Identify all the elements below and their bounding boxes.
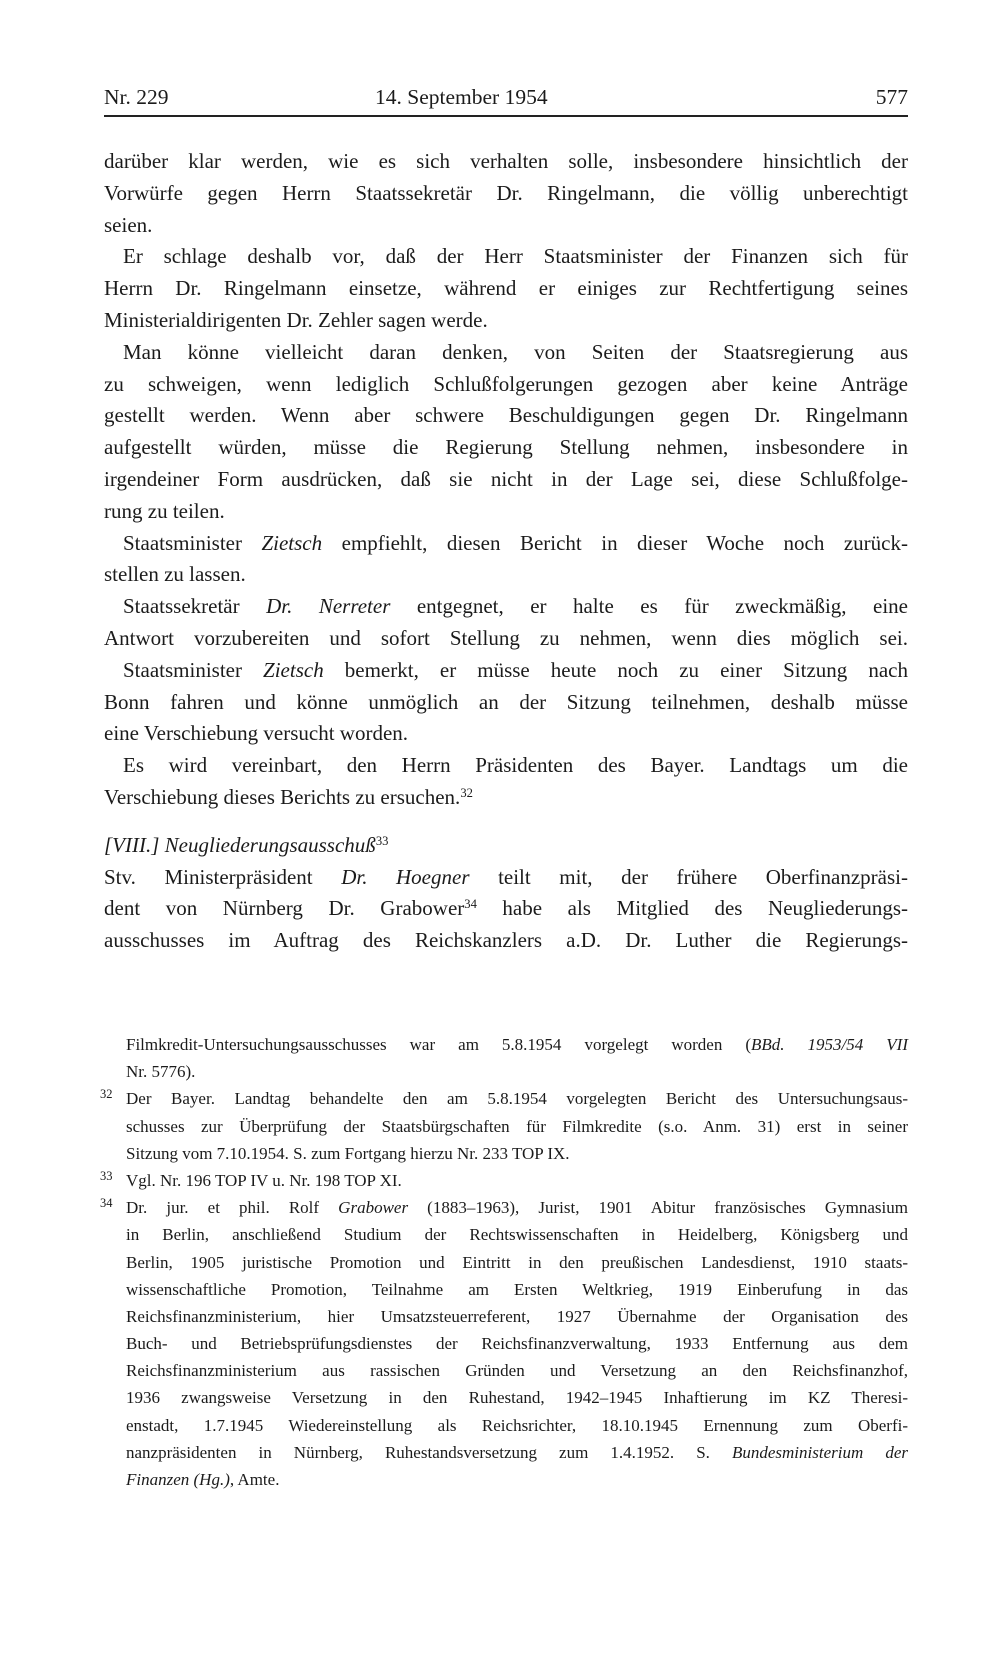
text-line: Man könne vielleicht daran denken, von Seiten der Staatsregierung aus — [123, 339, 908, 364]
text-line: eine Verschiebung versucht worden. — [104, 721, 409, 746]
paragraph-4 — [104, 528, 908, 592]
paragraph-1 — [104, 146, 908, 241]
header-rule — [104, 115, 908, 117]
text-line: zu schweigen, wenn lediglich Schlußfolgerungen gezogen aber keine Anträge — [104, 371, 908, 396]
page-header — [104, 82, 908, 112]
paragraph-2 — [104, 241, 908, 336]
footnote-line: Reichsfinanzministerium aus rassischen Gründen und Versetzung an den Reichsfinanzhof, — [126, 1361, 908, 1381]
footnote-line: Der Bayer. Landtag behandelte den am 5.8.1954 vorgelegten Bericht des Untersuchungsaus- — [126, 1089, 908, 1109]
footnote-line: in Berlin, anschließend Studium der Rechtswissenschaften in Heidelberg, Königsberg und — [126, 1225, 908, 1245]
text-line: Er schlage deshalb vor, daß der Herr Staatsminister der Finanzen sich für — [123, 244, 908, 269]
paragraph-7 — [104, 750, 908, 814]
text-line: Verschiebung dieses Berichts zu ersuchen.$^{32}$ — [104, 784, 473, 809]
footnote-line: wissenschaftliche Promotion, Teilnahme am Ersten Weltkrieg, 1919 Einberufung in das — [126, 1279, 908, 1299]
text-line: Vorwürfe gegen Herrn Staatssekretär Dr. Ringelmann, die völlig unberechtigt — [104, 180, 908, 205]
footnote-line: Buch- und Betriebsprüfungsdienstes der Reichsfinanzverwaltung, 1933 Entfernung aus dem — [126, 1334, 908, 1354]
text-line: Staatsminister Zietsch empfiehlt, diesen Bericht in dieser Woche noch zurück- — [123, 530, 908, 555]
footnote-31-continuation — [104, 1031, 908, 1085]
text-line: gestellt werden. Wenn aber schwere Beschuldigungen gegen Dr. Ringelmann — [104, 403, 908, 428]
text-line: Ministerialdirigenten Dr. Zehler sagen werde. — [104, 307, 488, 332]
footnote-reference: 32 — [460, 786, 473, 801]
text-line: seien. — [104, 212, 153, 237]
paragraph-6 — [104, 655, 908, 750]
footnote-line: Vgl. Nr. 196 TOP IV u. Nr. 198 TOP XI. — [126, 1170, 402, 1190]
footnote-line: Reichsfinanzministerium, hier Umsatzsteuerreferent, 1927 Übernahme der Organisation des — [126, 1306, 908, 1326]
text-line: Stv. Ministerpräsident Dr. Hoegner teilt mit, der frühere Oberfinanzpräsi- — [104, 864, 908, 889]
footnote-number: 34 — [100, 1196, 113, 1211]
footnote-line: Filmkredit-Untersuchungsausschusses war am 5.8.1954 vorgelegt worden (BBd. 1953/54 VII — [126, 1035, 908, 1054]
footnote-number: 32 — [100, 1087, 113, 1102]
text-line: ausschusses im Auftrag des Reichskanzlers a.D. Dr. Luther die Regierungs- — [104, 928, 908, 953]
paragraph-8 — [104, 862, 908, 957]
paragraph-3 — [104, 337, 908, 528]
text-line: dent von Nürnberg Dr. Grabower$^{34}$ habe als Mitglied des Neugliederungs- — [104, 896, 908, 921]
footnote-reference: 34 — [464, 897, 477, 912]
text-line: darüber klar werden, wie es sich verhalten solle, insbesondere hinsichtlich der — [104, 149, 908, 173]
text-line: irgendeiner Form ausdrücken, daß sie nicht in der Lage sei, diese Schlußfolge- — [104, 466, 908, 491]
footnote-line: enstadt, 1.7.1945 Wiedereinstellung als Reichsrichter, 18.10.1945 Ernennung zum Oberfi- — [126, 1415, 908, 1435]
footnote-33 — [100, 1167, 908, 1194]
footnote-line: Sitzung vom 7.10.1954. S. zum Fortgang hierzu Nr. 233 TOP IX. — [126, 1143, 570, 1163]
text-line: stellen zu lassen. — [104, 562, 246, 587]
footnote-line: 1936 zwangsweise Versetzung in den Ruhestand, 1942–1945 Inhaftierung im KZ Theresi- — [126, 1388, 908, 1408]
footnote-line: Berlin, 1905 juristische Promotion und Eintritt in den preußischen Landesdienst, 1910 staats- — [126, 1252, 908, 1272]
footnote-line: nanzpräsidenten in Nürnberg, Ruhestandsversetzung zum 1.4.1952. S. Bundesministerium der — [126, 1442, 908, 1462]
text-line: Staatssekretär Dr. Nerreter entgegnet, er halte es für zweckmäßig, eine — [123, 594, 908, 619]
text-line: aufgestellt würden, müsse die Regierung Stellung nehmen, insbesondere in — [104, 435, 908, 460]
text-line: Staatsminister Zietsch bemerkt, er müsse heute noch zu einer Sitzung nach — [123, 657, 908, 682]
footnote-number: 33 — [100, 1168, 113, 1183]
footnotes — [100, 1031, 908, 1493]
text-line: rung zu teilen. — [104, 498, 225, 523]
text-line: Antwort vorzubereiten und sofort Stellung zu nehmen, wenn dies möglich sei. — [104, 625, 908, 650]
paragraph-5 — [104, 591, 908, 655]
footnote-32 — [100, 1085, 908, 1167]
text-line: Bonn fahren und könne unmöglich an der Sitzung teilnehmen, deshalb müsse — [104, 689, 908, 714]
page-number: 577 — [875, 85, 908, 109]
footnote-34 — [100, 1194, 908, 1493]
issue-number: Nr. 229 — [104, 85, 169, 109]
footnote-line: Finanzen (Hg.), Amte. — [126, 1470, 280, 1489]
footnote-line: Dr. jur. et phil. Rolf Grabower (1883–1963), Jurist, 1901 Abitur französisches Gymnasium — [126, 1198, 908, 1218]
footnote-reference: 33 — [375, 833, 389, 848]
text-line: Es wird vereinbart, den Herrn Präsidenten des Bayer. Landtags um die — [123, 753, 908, 778]
text-line: Herrn Dr. Ringelmann einsetze, während er einiges zur Rechtfertigung seines — [104, 276, 908, 301]
page-date: 14. September 1954 — [375, 85, 548, 109]
footnote-line: schusses zur Überprüfung der Staatsbürgschaften für Filmkredite (s.o. Anm. 31) erst in seiner — [126, 1116, 908, 1136]
body-text — [104, 146, 908, 957]
footnote-line: Nr. 5776). — [126, 1062, 196, 1082]
text-line: [VIII.] Neugliederungsausschuß$^{33}$ — [104, 832, 389, 857]
section-heading — [104, 830, 908, 862]
